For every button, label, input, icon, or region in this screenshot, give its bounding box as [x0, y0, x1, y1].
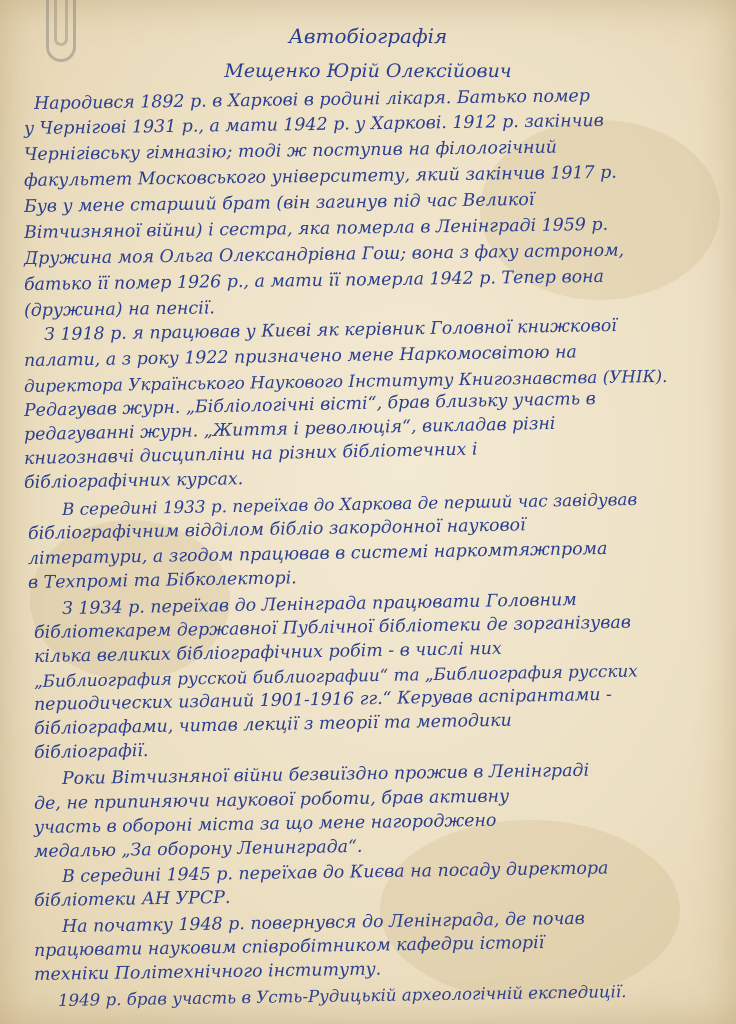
text-line: директора Українського Наукового Інституту Книгознавства (УНІК).: [23, 365, 668, 396]
text-line: Роки Вітчизняної війни безвиїздно прожив в Ленінграді: [61, 760, 590, 789]
text-line: периодических изданий 1901-1916 гг.“ Керував аспірантами -: [33, 684, 613, 715]
text-line: бібліотеки АН УРСР.: [33, 887, 231, 911]
text-line: палати, а з року 1922 призначено мене Наркомосвітою на: [23, 342, 577, 371]
text-line: у Чернігові 1931 р., а мати 1942 р. у Харкові. 1912 р. закінчив: [23, 110, 604, 139]
text-line: Вітчизняної війни) і сестра, яка померла в Ленінграді 1959 р.: [23, 214, 609, 243]
text-line: В середині 1945 р. переїхав до Києва на посаду директора: [61, 858, 609, 887]
text-line: З 1918 р. я працював у Києві як керівник Головної книжкової: [43, 316, 617, 345]
text-line: „Библиография русской библиографии“ та „Библиография русских: [33, 660, 638, 691]
text-line: медалью „За оборону Ленинграда“.: [33, 836, 363, 862]
text-line: бібліографічним відділом бібліо закордонної наукової: [27, 515, 526, 544]
text-line: бібліотекарем державної Публічної бібліотеки де зорганізував: [33, 612, 632, 643]
text-line: редагуванні журн. „Життя і революція“, викладав різні: [23, 413, 556, 445]
text-line: Дружина моя Ольга Олександрівна Гош; вона з фаху астроном,: [23, 240, 625, 269]
text-line: Редагував журн. „Бібліологічні вісті“, брав близьку участь в: [23, 389, 596, 421]
text-line: Був у мене старший брат (він загинув під час Великої: [23, 189, 535, 217]
author-name: Мещенко Юрій Олексійович: [224, 60, 512, 82]
text-line: На початку 1948 р. повернувся до Ленінграда, де почав: [61, 908, 585, 937]
text-line: бібліографами, читав лекції з теорії та методики: [33, 710, 512, 739]
document-title: Автобіографія: [288, 24, 448, 48]
text-line: участь в обороні міста за що мене нагороджено: [33, 810, 497, 838]
text-line: літератури, а згодом працював в системі наркомтяжпрома: [27, 538, 608, 569]
text-line: техніки Політехнічного інституту.: [33, 959, 382, 985]
text-line: де, не припиняючи наукової роботи, брав активну: [33, 786, 510, 814]
text-line: З 1934 р. переїхав до Ленінграда працювати Головним: [61, 590, 577, 619]
text-line: В середині 1933 р. переїхав до Харкова де перший час завідував: [61, 488, 638, 519]
text-line: кілька великих бібліографічних робіт - в числі них: [33, 638, 502, 667]
text-line: 1949 р. брав участь в Усть-Рудицькій археологічній експедиції.: [57, 982, 627, 1010]
text-line: (дружина) на пенсії.: [23, 298, 215, 321]
text-line: книгознавчі дисципліни на різних бібліотечних і: [23, 439, 478, 469]
text-line: факультет Московського університету, який закінчив 1917 р.: [23, 162, 617, 191]
text-line: бібліографії.: [33, 741, 149, 763]
text-line: батько її помер 1926 р., а мати її померла 1942 р. Тепер вона: [23, 266, 605, 295]
text-line: бібліографічних курсах.: [23, 469, 244, 493]
text-line: в Техпромі та Бібколекторі.: [27, 568, 297, 593]
text-line: Народився 1892 р. в Харкові в родині лікаря. Батько помер: [33, 86, 591, 114]
text-line: працювати науковим співробітником кафедри історії: [33, 932, 545, 961]
text-line: Чернігівську гімназію; тоді ж поступив на філологічний: [23, 137, 558, 165]
